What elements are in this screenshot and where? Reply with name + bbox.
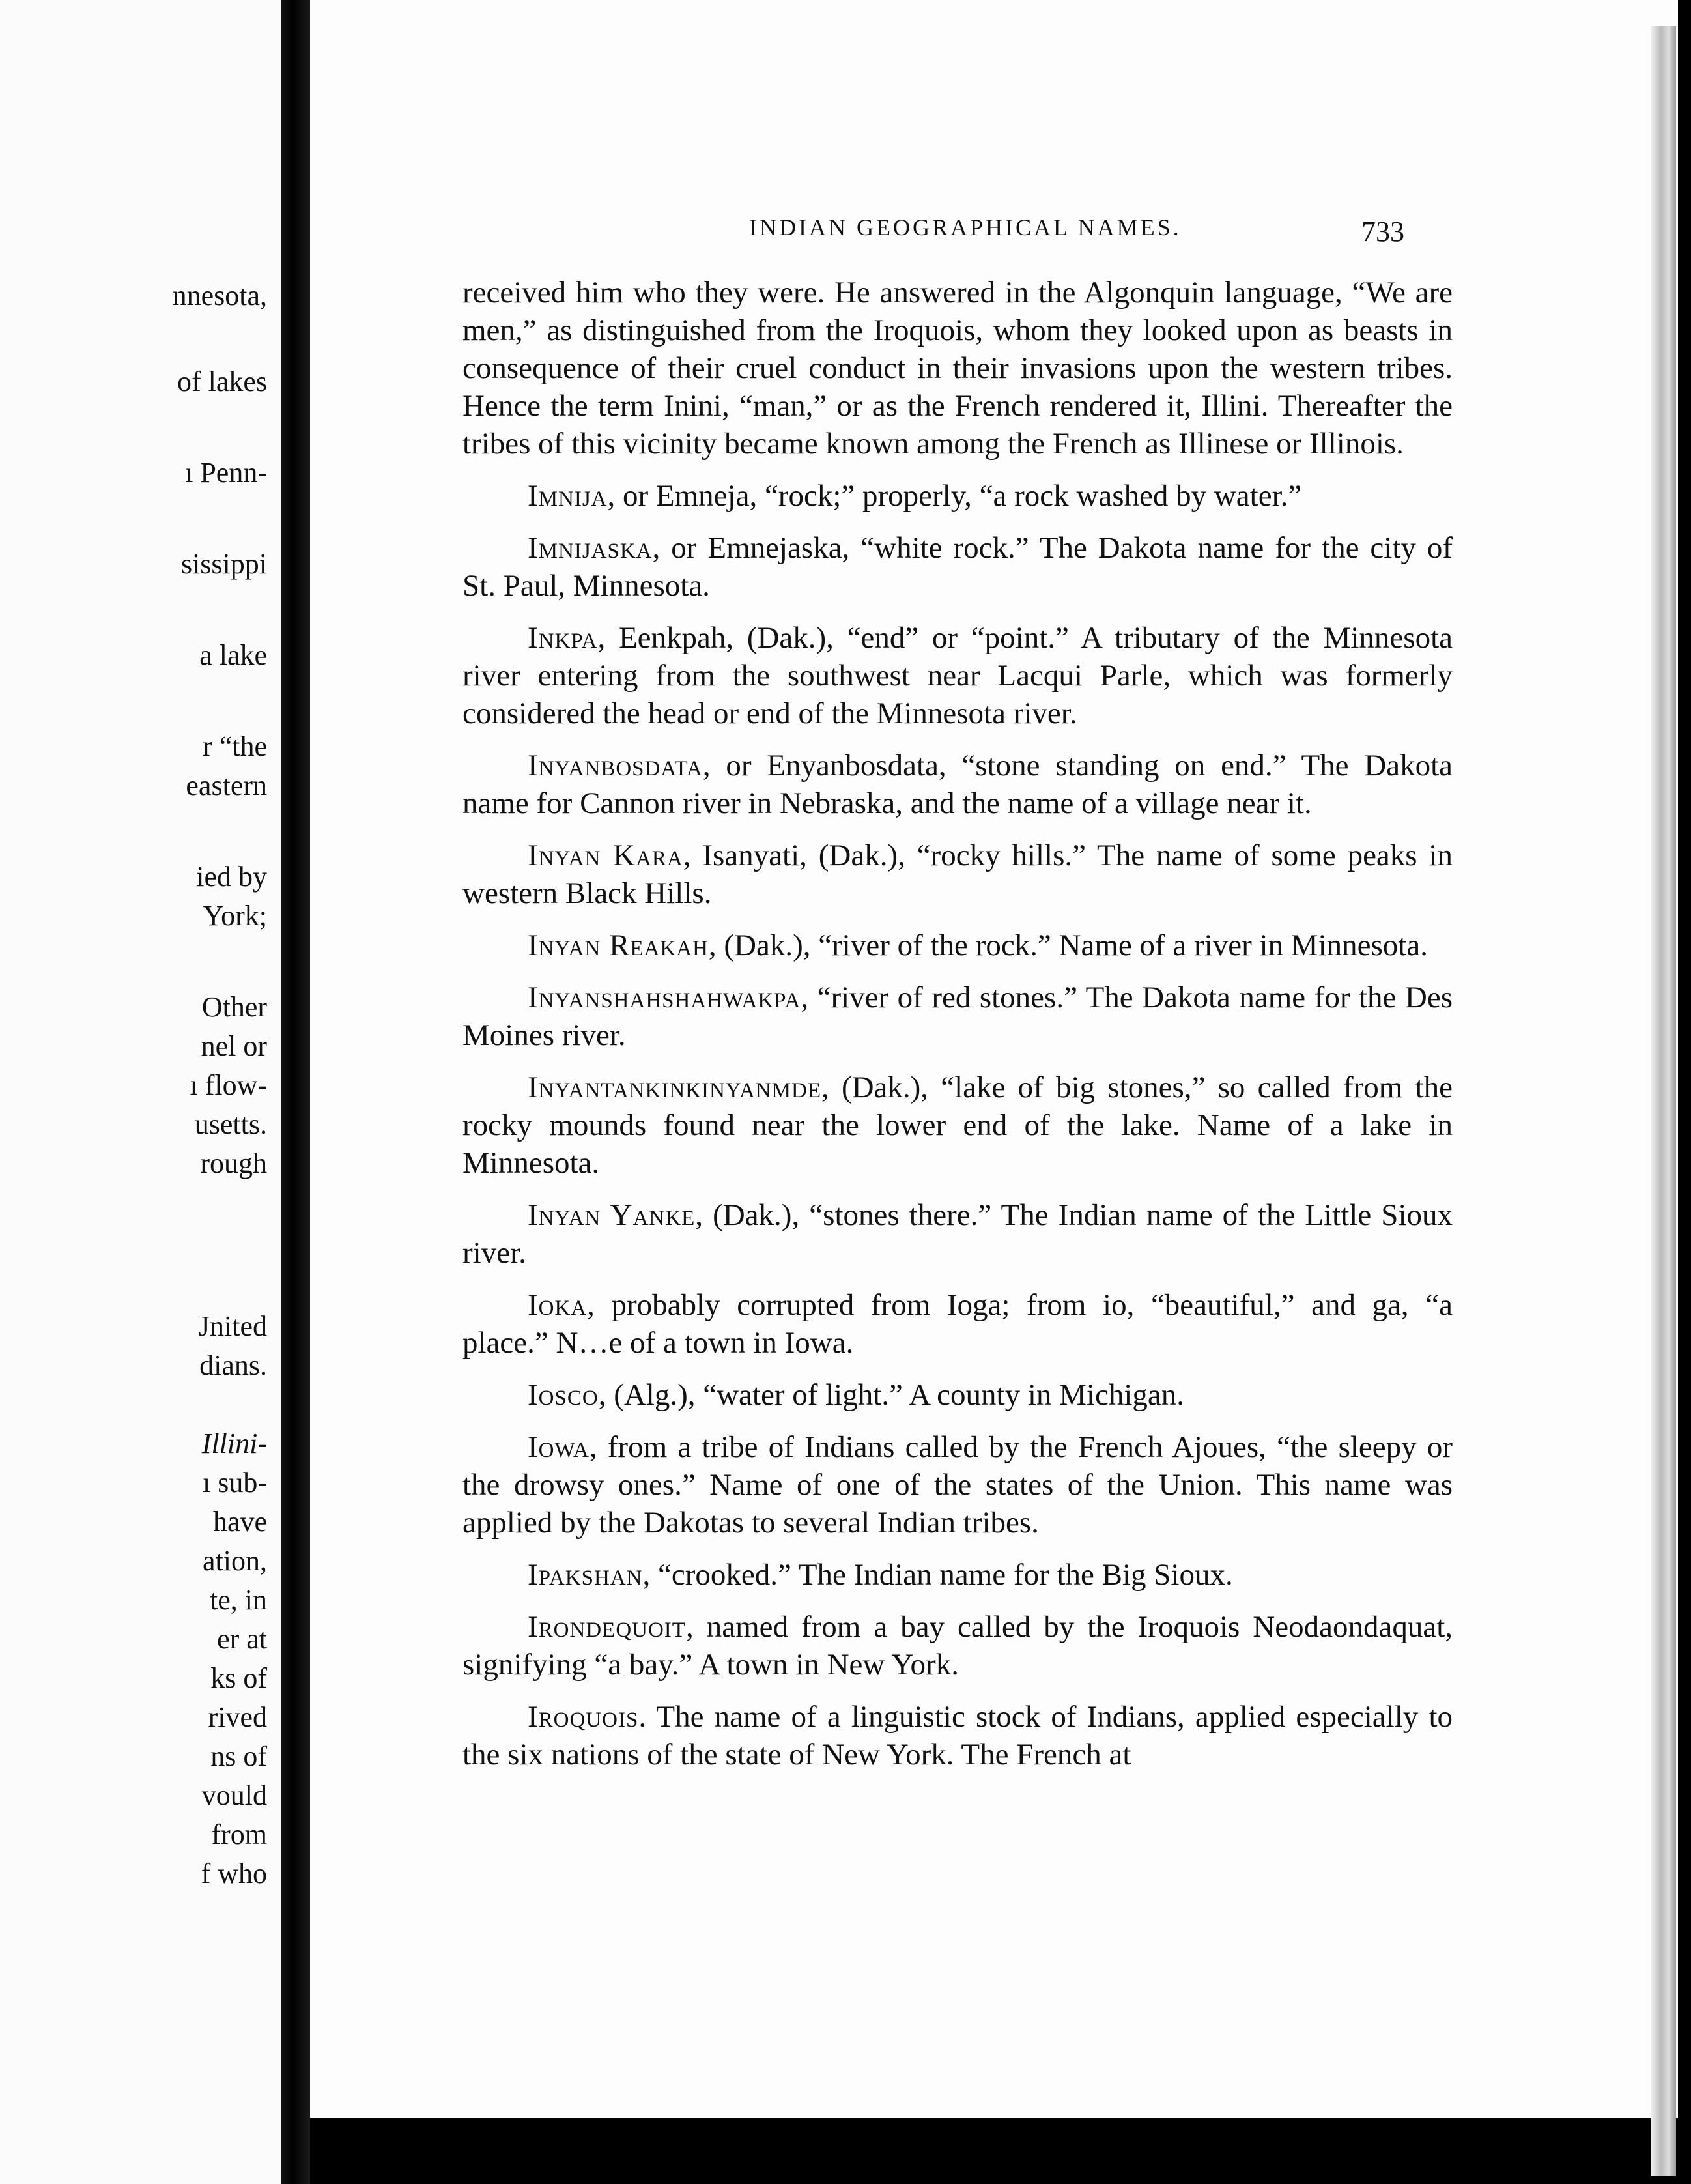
left-line: Other: [201, 991, 267, 1023]
left-line: a lake: [199, 639, 267, 671]
running-title: INDIAN GEOGRAPHICAL NAMES.: [749, 214, 1182, 240]
left-line: York;: [203, 900, 267, 932]
left-line: te, in: [210, 1584, 267, 1616]
body-text: [462, 274, 1453, 1788]
entry: [462, 1376, 1453, 1414]
left-line: vould: [201, 1779, 267, 1811]
entry-head: Iroquois: [528, 1700, 639, 1734]
entry: [462, 619, 1453, 732]
left-line: rough: [200, 1147, 267, 1179]
left-line: ı flow-: [190, 1069, 267, 1101]
entry: [462, 1428, 1453, 1542]
entry: [462, 1069, 1453, 1182]
entry-head: Inyan Yanke: [528, 1198, 696, 1232]
entry-head: Iowa: [528, 1430, 590, 1464]
book-gutter: [281, 0, 310, 2184]
entry-text: , or Emnejaska, “white rock.” The Dakota name for the city of St. Paul, Minnesota.: [462, 531, 1453, 603]
left-line: nnesota,: [172, 280, 267, 311]
entry: [462, 477, 1453, 515]
entry-head: Imnijaska: [528, 531, 653, 565]
entry-head: Inyan Kara: [528, 839, 683, 872]
left-line: have: [212, 1506, 267, 1538]
entry-text: , or Enyanbosdata, “stone standing on end.” The Dakota name for Cannon river in Nebraska, and the name of a village near it.: [462, 749, 1453, 820]
left-line: eastern: [186, 769, 267, 801]
left-page-fragment: [0, 0, 281, 2184]
entry-text: , Isanyati, (Dak.), “rocky hills.” The name of some peaks in western Black Hills.: [462, 839, 1453, 910]
entry: [462, 1556, 1453, 1594]
page-edge: [1651, 26, 1676, 2176]
left-line: Illini-: [201, 1428, 267, 1459]
entry-head: Ioka: [528, 1288, 588, 1322]
entry: [462, 1698, 1453, 1774]
entry: [462, 1196, 1453, 1272]
entry-text: , named from a bay called by the Iroquois Neodaondaquat, signifying “a bay.” A town in New York.: [462, 1610, 1453, 1682]
entry-text: , Eenkpah, (Dak.), “end” or “point.” A tributary of the Minnesota river entering from the southwest near Lacqui Parle, which was formerly considered the head or end of the Minnesota river.: [462, 621, 1453, 730]
entry-head: Inyanshahshahwakpa: [528, 981, 801, 1014]
entry-text: , probably corrupted from Ioga; from io, “beautiful,” and ga, “a place.” N…e of a town in Iowa.: [462, 1288, 1453, 1360]
left-line: Jnited: [198, 1310, 267, 1342]
entry-head: Ipakshan: [528, 1558, 643, 1592]
entry: [462, 1608, 1453, 1684]
entry: [462, 529, 1453, 605]
left-line: ied by: [196, 861, 267, 893]
entry-head: Irondequoit: [528, 1610, 686, 1644]
left-line: ı sub-: [203, 1467, 267, 1499]
entry-text: , (Dak.), “lake of big stones,” so called from the rocky mounds found near the lower end of the lake. Name of a lake in Minnesota.: [462, 1070, 1453, 1180]
left-line: nel or: [201, 1030, 267, 1062]
continuation-paragraph: received him who they were. He answered in the Algonquin language, “We are men,” as distinguished from the Iroquois, whom they looked upon as beasts in consequence of their cruel conduct in their invasions upon the western tribes. Hence the term Inini, “man,” or as the French rendered it, Illini. Thereafter the tribes of this vicinity became known among the French as Illinese or Illinois.: [462, 276, 1453, 461]
entry-head: Inyanbosdata: [528, 749, 703, 783]
entry-text: , (Dak.), “river of the rock.” Name of a river in Minnesota.: [708, 928, 1428, 962]
entry: [462, 837, 1453, 912]
entry: [462, 979, 1453, 1054]
entry-head: Inyantankinkinyanmde: [528, 1070, 821, 1104]
entry-text: , (Alg.), “water of light.” A county in Michigan.: [598, 1378, 1185, 1412]
entry-text: , (Dak.), “stones there.” The Indian name of the Little Sioux river.: [462, 1198, 1453, 1270]
left-line: f who: [201, 1858, 267, 1889]
left-line: ı Penn-: [185, 457, 267, 489]
entry-text: , from a tribe of Indians called by the French Ajoues, “the sleepy or the drowsy ones.” Name of one of the states of the Union. This name was applied by the Dakotas to several Indian tribes.: [462, 1430, 1453, 1540]
entry-text: . The name of a linguistic stock of Indians, applied especially to the six nations of the state of New York. The French at: [462, 1700, 1453, 1772]
left-line: from: [211, 1818, 267, 1850]
left-line: usetts.: [194, 1108, 267, 1140]
left-line: er at: [217, 1623, 267, 1655]
entry-text: , or Emneja, “rock;” properly, “a rock washed by water.”: [607, 479, 1302, 513]
entry-head: Inkpa: [528, 621, 598, 655]
entry-head: Inyan Reakah: [528, 928, 709, 962]
entry-text: , “crooked.” The Indian name for the Big Sioux.: [642, 1558, 1233, 1592]
left-line: ns of: [210, 1740, 267, 1772]
left-line: sissippi: [180, 548, 267, 580]
left-line: dians.: [199, 1349, 267, 1381]
entry-head: Iosco: [528, 1378, 599, 1412]
left-line: ks of: [210, 1662, 267, 1694]
left-line: ation,: [203, 1545, 267, 1577]
entry-head: Imnija: [528, 479, 608, 513]
entry-text: , “river of red stones.” The Dakota name for the Des Moines river.: [462, 981, 1453, 1052]
entry: [462, 927, 1453, 964]
entry: [462, 1286, 1453, 1362]
left-line: rived: [208, 1701, 267, 1733]
left-line: of lakes: [177, 366, 267, 397]
left-line: r “the: [203, 730, 267, 762]
page-number: 733: [1361, 216, 1404, 248]
entry: [462, 747, 1453, 822]
